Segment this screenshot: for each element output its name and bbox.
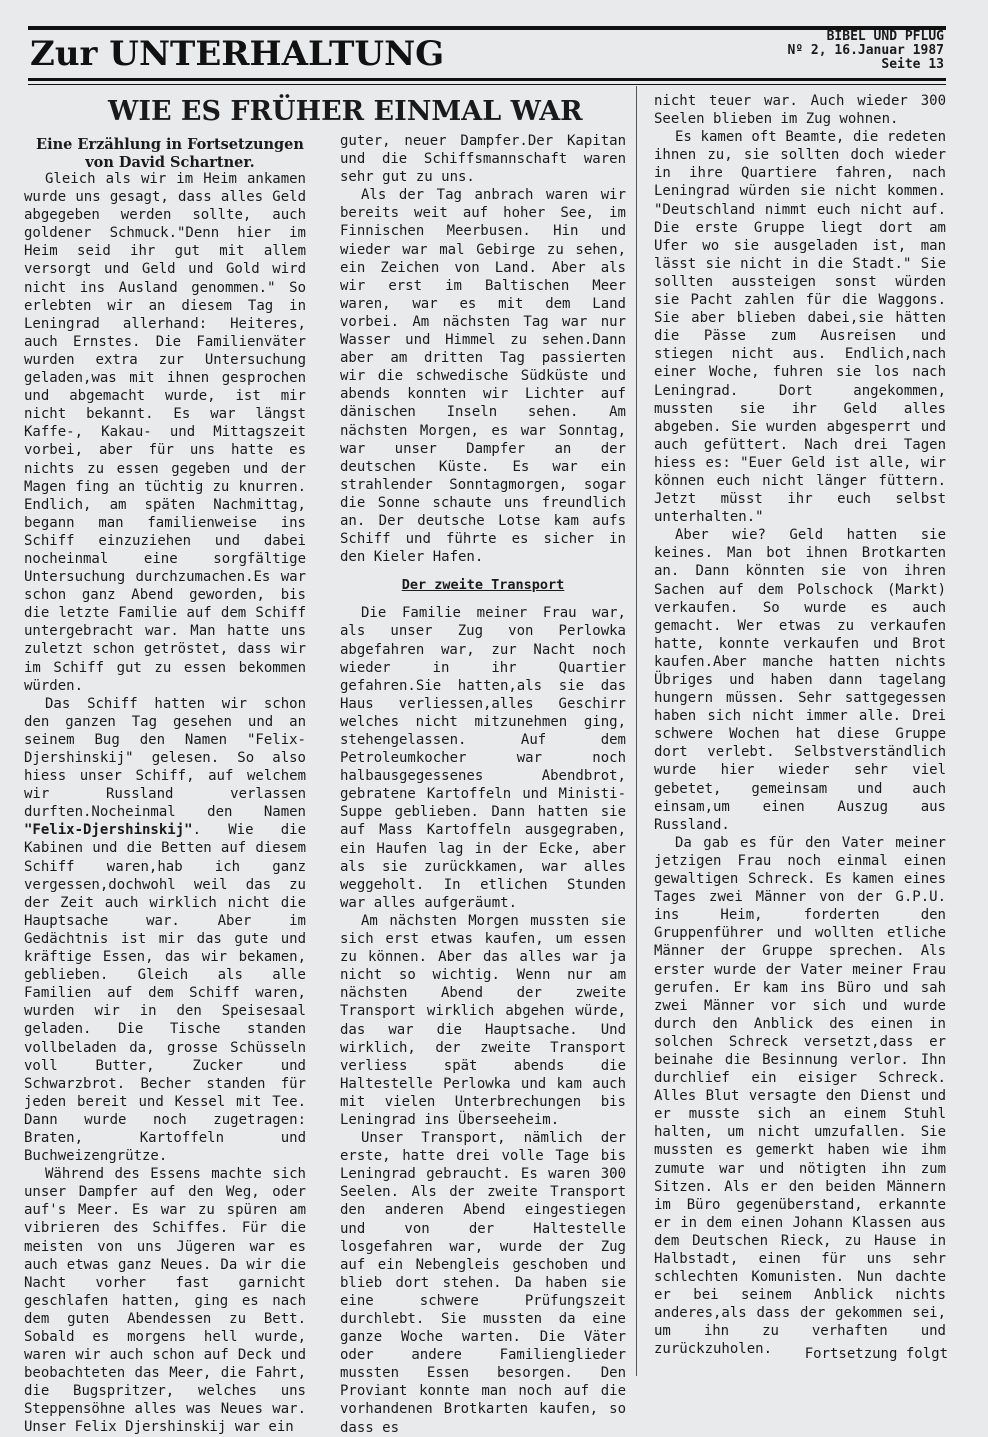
subtitle-line-1: Eine Erzählung in Fortsetzungen xyxy=(36,136,304,153)
continuation-note: Fortsetzung folgt xyxy=(804,1346,948,1362)
header-rule-thick xyxy=(28,78,946,81)
paragraph: nicht teuer war. Auch wieder 300 Seelen blieben im Zug wohnen. xyxy=(654,93,946,128)
paragraph: Gleich als wir im Heim ankamen wurde uns gesagt, dass alles Geld abgegeben werden sollte, auch goldener Schmuck."Denn hier im Heim seid ihr gut mit allem versorgt und Geld und Gold wird nicht ins Ausland genommen." So erlebten wir an diesem Tag in Leningrad allerhand: Heiteres, auch Ernstes. Die Familienväter wurden extra zur Untersuchung geladen,was mit ihnen gesprochen und abgemacht wurde, ist mir nicht bekannt. Es war längst Kaffe-, Kakau- und Mittagszeit vorbei, aber für uns hatte es nichts zu essen gegeben und der Magen fing an tüchtig zu knurren. Endlich, am späten Nachmittag, begann man familienweise ins Schiff einzuziehen und dabei nocheinmal eine sorgfältige Untersuchung durchzumachen.Es war schon ganz Abend geworden, bis die letzte Familie auf dem Schiff untergebracht war. Man hatte uns zuletzt schon getröstet, dass wir im Schiff gut zu essen bekommen würden. xyxy=(24,171,306,694)
article-title: WIE ES FRÜHER EINMAL WAR xyxy=(108,96,583,127)
text-run: Das Schiff hatten wir schon den ganzen Tag gesehen und an seinem Bug den Namen "Felix-Djershinskij" gelesen. So also hiess unser Schiff, auf welchem wir Russland verlassen durften.Nocheinmal den Namen xyxy=(24,695,306,821)
article-subtitle xyxy=(30,136,310,172)
ship-name-bold: "Felix-Djershinskij" xyxy=(24,822,193,839)
text-run: . Wie die Kabinen und die Betten auf diesem Schiff waren,hab ich ganz vergessen,dochwohl weil das zu der Zeit auch wirklich nicht die Hauptsache war. Aber im Gedächtnis ist mir das gute und kräftige Essen, das wir bekamen, geblieben. Gleich als alle Familien auf dem Schiff waren, wurden wir in den Speisesaal geladen. Die Tische standen vollbeladen da, grosse Schüsseln voll Butter, Zucker und Schwarzbrot. Becher standen für jeden bereit und Kessel mit Tee. Dann wurde noch zugetragen: Braten, Kartoffeln und Buchweizengrütze. xyxy=(24,822,306,1165)
paragraph: Als der Tag anbrach waren wir bereits weit auf hoher See, im Finnischen Meerbusen. Hin und wieder war mal Gebirge zu sehen, ein Zeichen von Land. Aber als wir erst im Baltischen Meer waren, war es mit dem Land vorbei. Am nächsten Tag war nur Wasser und Himmel zu sehen.Dann aber am dritten Tag passierten wir die schwedische Südküste und abends konnten wir Lichter auf dänischen Inseln sehen. Am nächsten Morgen, es war Sonntag, war unser Dampfer an der deutschen Küste. Es war ein strahlender Sonntagmorgen, sogar die Sonne schaute uns freundlich an. Der deutsche Lotse kam aufs Schiff und führte es sicher in den Kieler Hafen. xyxy=(340,187,626,566)
issue-date: Nº 2, 16.Januar 1987 xyxy=(787,43,944,58)
paragraph: Da gab es für den Vater meiner jetzigen Frau noch einmal einen gewaltigen Schreck. Es kamen eines Tages zwei Männer von der G.P.U. ins Heim, forderten den Gruppenführer und wollten etliche Männer der Gruppe sprechen. Als erster wurde der Vater meiner Frau gerufen. Er kam ins Büro und sah zwei Männer vor sich und wurde durch den Anblick des einen in solchen Schreck versetzt,dass er beinahe die Besinnung verlor. Ihn durchlief ein eisiger Schreck. Alles Blut versagte den Dienst und er musste sich an einem Stuhl halten, um nicht umzufallen. Sie mussten es gemerkt haben wie ihm zumute war und nötigten ihn zum Sitzen. Als er den beiden Männern im Büro gegenüberstand, erkannte er in dem einen Johann Klassen aus dem Deutschen Rieck, zu Hause in Halbstadt, einen für uns sehr schlechten Komunisten. Nun dachte er bei seinem Anblick nichts anderes,als dass der gekommen sei, um ihn zu verhaften und zurückzuholen. xyxy=(654,834,946,1358)
paragraph: Aber wie? Geld hatten sie keines. Man bot ihnen Brotkarten an. Dann könnten sie von ihren Sachen auf dem Polschock (Markt) verkaufen. So wurde es auch gemacht. Wer etwas zu verkaufen hatte, konnte verkaufen und Brot kaufen.Aber manche hatten nichts Übriges und haben dann tagelang hungern müssen. Sehr sattgegessen haben sich nicht immer alle. Drei schwere Wochen hat diese Gruppe dort verlebt. Selbstverständlich wurde hier wieder sehr viel gebetet, gemeinsam und auch einsam,um einen Auszug aus Russland. xyxy=(654,527,946,833)
paragraph: Die Familie meiner Frau war, als unser Zug von Perlowka abgefahren war, zur Nacht noch wieder in ihr Quartier gefahren.Sie hatten,als sie das Haus verliessen,alles Geschirr welches nicht mitzunehmen ging, stehengelassen. Auf dem Petroleumkocher war noch halbausgegessenes Abendbrot, gebratene Kartoffeln und Ministi-Suppe geblieben. Dann hatten sie auf Mass Kartoffeln ausgegraben, ein Haufen lag in der Ecke, aber als sie zurückkamen, war alles weggeholt. In etlichen Stunden war alles aufgeräumt. xyxy=(340,605,626,911)
paragraph: Am nächsten Morgen mussten sie sich erst etwas kaufen, um essen zu können. Aber das alles war ja nicht so wichtig. Wenn nur am nächsten Abend der zweite Transport wirklich abgehen würde, das war die Hauptsache. Und wirklich, der zweite Transport verliess spät abends die Haltestelle Perlowka und kam auch mit vielen Unterbrechungen bis Leningrad ins Überseeheim. xyxy=(340,912,626,1128)
header-rule-thin xyxy=(28,84,946,85)
paragraph: guter, neuer Dampfer.Der Kapitan und die Schiffsmannschaft waren sehr gut zu uns. xyxy=(340,133,626,186)
paragraph: Unser Transport, nämlich der erste, hatte drei volle Tage bis Leningrad gebraucht. Es waren 300 Seelen. Als der zweite Transport den anderen Abend eingestiegen und von der Haltestelle losgefahren war, wurde der Zug auf ein Nebengleis geschoben und blieb dort stehen. Da haben sie eine schwere Prüfungszeit durchlebt. Sie mussten da eine ganze Woche warten. Die Väter oder andere Familienglieder mussten Essen besorgen. Den Proviant konnte man noch auf die vorhandenen Brotkarten kaufen, so dass es xyxy=(340,1130,626,1436)
section-title: Zur UNTERHALTUNG xyxy=(30,34,445,74)
section-heading: Der zweite Transport xyxy=(401,577,565,594)
publication-name: BIBEL UND PFLUG xyxy=(826,29,944,44)
paragraph: Es kamen oft Beamte, die redeten ihnen zu, sie sollten doch wieder in ihre Quartiere fahren, nach Leningrad würden sie nicht kommen. "Deutschland nimmt euch nicht auf. Die erste Gruppe liegt dort am Ufer wo sie ausgeladen ist, man lässt sie nicht in die Stadt." Sie sollten aussteigen sonst würden sie Pacht zahlen für die Waggons. Sie aber blieben dabei,sie hätten die Pässe zum Ausreisen und stiegen nicht aus. Endlich,nach einer Woche, fuhren sie los nach Leningrad. Dort angekommen, mussten sie ihr Geld alles abgeben. Sie wurden abgesperrt und auch gefüttert. Nach drei Tagen hiess es: "Euer Geld ist alle, wir können euch nicht länger füttern. Jetzt müsst ihr euch selbst unterhalten." xyxy=(654,129,946,526)
column-divider xyxy=(636,86,637,1376)
subtitle-line-2: von David Schartner. xyxy=(85,154,255,171)
column-1 xyxy=(24,170,306,1437)
paragraph xyxy=(24,695,306,1165)
page-number: Seite 13 xyxy=(881,57,944,72)
column-3 xyxy=(654,92,946,1359)
masthead xyxy=(787,30,944,72)
column-2 xyxy=(340,132,626,1437)
paragraph: Während des Essens machte sich unser Dampfer auf den Weg, oder auf's Meer. Es war zu spüren am vibrieren des Schiffes. Für die meisten von uns Jügeren war es auch etwas ganz Neues. Da wir die Nacht vorher fast garnicht geschlafen hatten, ging es nach dem guten Abendessen zu Bett. Sobald es morgens hell wurde, waren wir auch schon auf Deck und beobachteten das Meer, die Fahrt, die Bugspritzer, welches uns Steppensöhne alles was Neues war. Unser Felix Djershinskij war ein xyxy=(24,1166,306,1436)
